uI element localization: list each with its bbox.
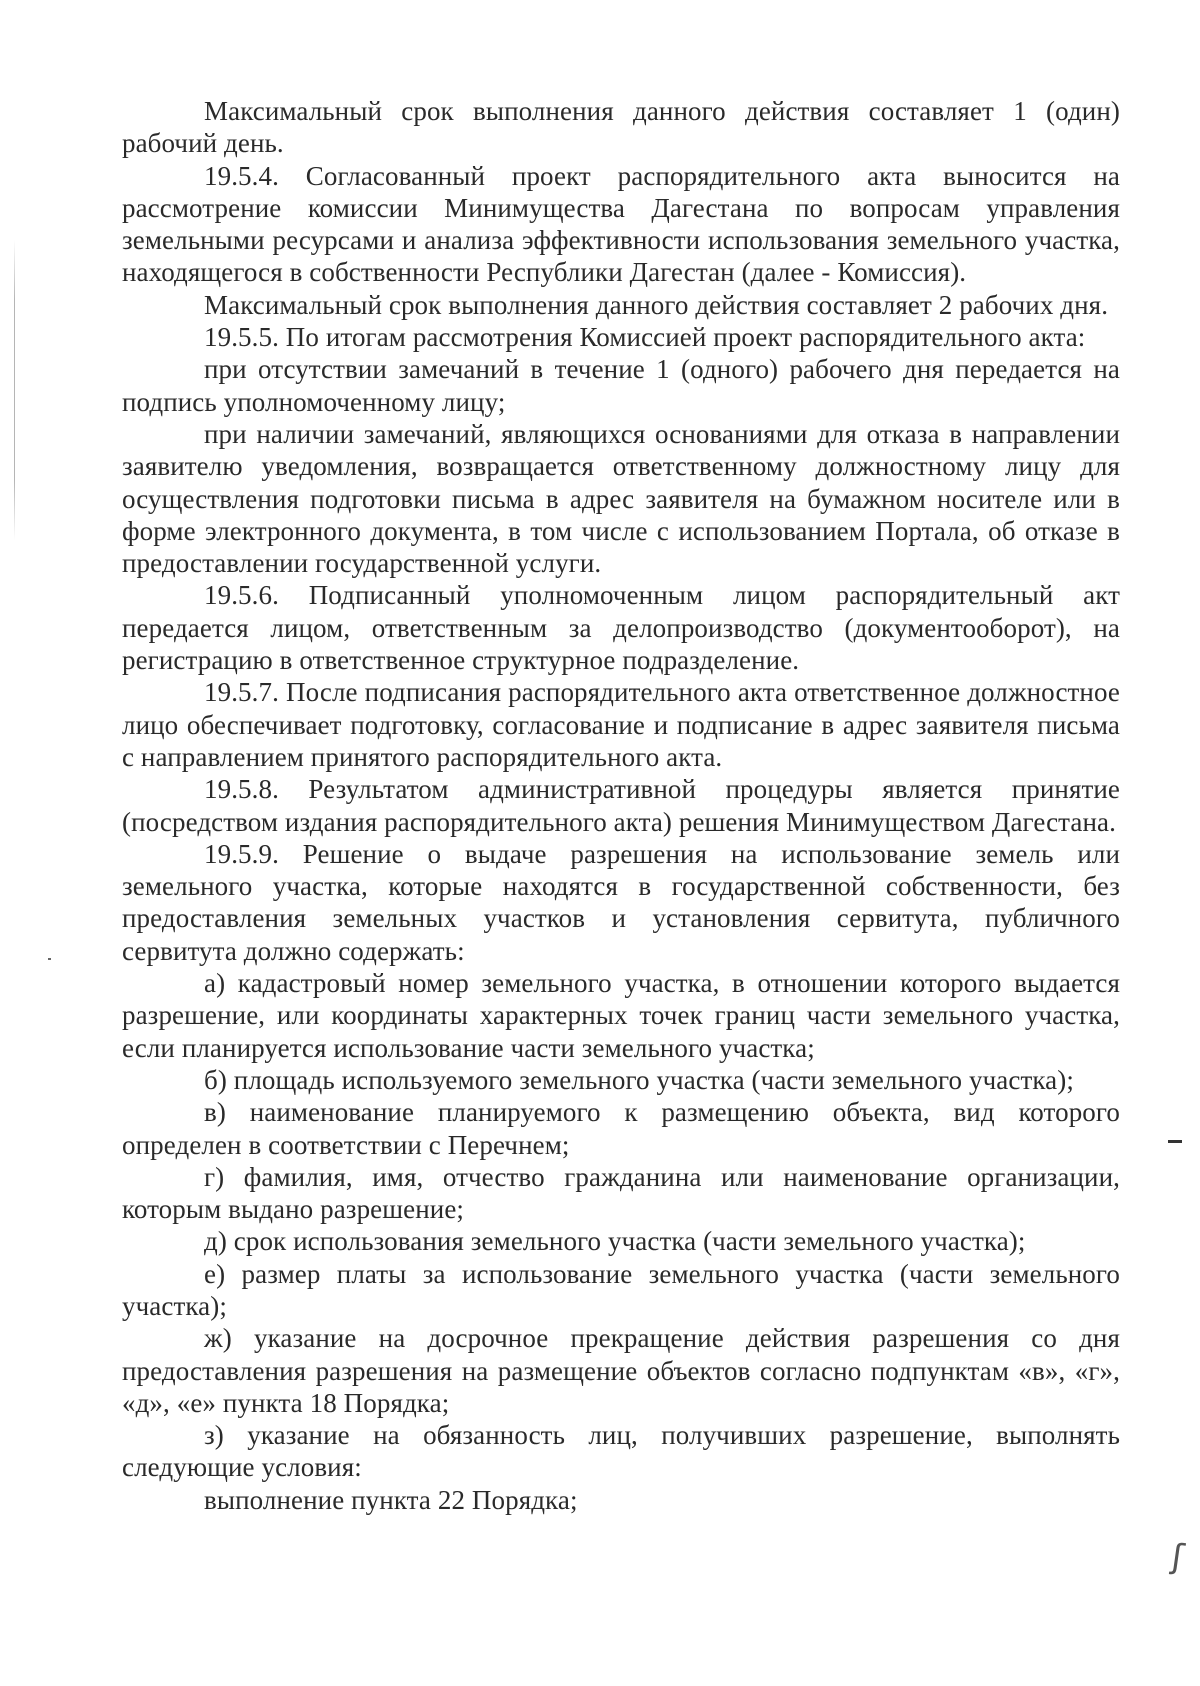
list-item-g: г) фамилия, имя, отчество гражданина или наименование организации, которым выдано разрешение; <box>122 1161 1120 1225</box>
paragraph-19-5-7: 19.5.7. После подписания распорядительного акта ответственное должностное лицо обеспечивает подготовку, согласование и подписание в адрес заявителя письма с направлением принятого распорядительного акта. <box>122 677 1120 772</box>
paragraph-19-5-8: 19.5.8. Результатом административной процедуры является принятие (посредством издания распорядительного акта) решения Минимуществом Дагестана. <box>122 774 1120 837</box>
list-item-d: д) срок использования земельного участка (части земельного участка); <box>204 1226 1026 1257</box>
list-item-b: б) площадь используемого земельного участка (части земельного участка); <box>204 1064 1074 1095</box>
scan-artifact-left-edge <box>14 240 15 540</box>
scan-artifact-corner-mark: ʃ <box>1169 1536 1187 1578</box>
paragraph-19-5-4: 19.5.4. Согласованный проект распорядительного акта выносится на рассмотрение комиссии Минимущества Дагестана по вопросам управления земельными ресурсами и анализа эффективности использования земельного участка, находящегося в собственности Республики Дагестан (далее - Комиссия). <box>122 160 1120 288</box>
paragraph-19-5-6: 19.5.6. Подписанный уполномоченным лицом распорядительный акт передается лицом, ответственным за делопроизводство (документооборот), на регистрацию в ответственное структурное подразделение. <box>122 580 1120 676</box>
list-item-v: в) наименование планируемого к размещению объекта, вид которого определен в соответствии с Перечнем; <box>122 1097 1120 1160</box>
paragraph-max-term-2-days: Максимальный срок выполнения данного действия составляет 2 рабочих дня. <box>204 289 1109 320</box>
list-item-zh: ж) указание на досрочное прекращение действия разрешения со дня предоставления разрешения на размещение объектов согласно подпунктам «в», «г», «д», «е» пункта 18 Порядка; <box>122 1323 1120 1418</box>
paragraph-condition-item-22: выполнение пункта 22 Порядка; <box>204 1484 578 1515</box>
scan-artifact-dash <box>1168 1140 1182 1143</box>
list-item-z: з) указание на обязанность лиц, получивших разрешение, выполнять следующие условия: <box>122 1420 1120 1483</box>
paragraph-19-5-9: 19.5.9. Решение о выдаче разрешения на использование земель или земельного участка, которые находятся в государственной собственности, без предоставления земельных участков и установления сервитута, публичного сервитута должно содержать: <box>122 838 1120 966</box>
paragraph-19-5-5: 19.5.5. По итогам рассмотрения Комиссией проект распорядительного акта: <box>204 322 1086 353</box>
scan-artifact-dot <box>48 958 51 960</box>
document-page <box>122 95 1120 1516</box>
paragraph-with-remarks: при наличии замечаний, являющихся основаниями для отказа в направлении заявителю уведомления, возвращается ответственному должностному лицу для осуществления подготовки письма в адрес заявителя на бумажном носителе или в форме электронного документа, в том числе с использованием Портала, об отказе в предоставлении государственной услуги. <box>122 418 1120 579</box>
paragraph-max-term-1-day: Максимальный срок выполнения данного действия составляет 1 (один) рабочий день. <box>122 96 1120 159</box>
paragraph-no-remarks: при отсутствии замечаний в течение 1 (одного) рабочего дня передается на подпись уполномоченному лицу; <box>122 354 1120 417</box>
list-item-e: е) размер платы за использование земельного участка (части земельного участка); <box>122 1258 1120 1321</box>
list-item-a: а) кадастровый номер земельного участка, в отношении которого выдается разрешение, или координаты характерных точек границ части земельного участка, если планируется использование части земельного участка; <box>122 968 1120 1063</box>
